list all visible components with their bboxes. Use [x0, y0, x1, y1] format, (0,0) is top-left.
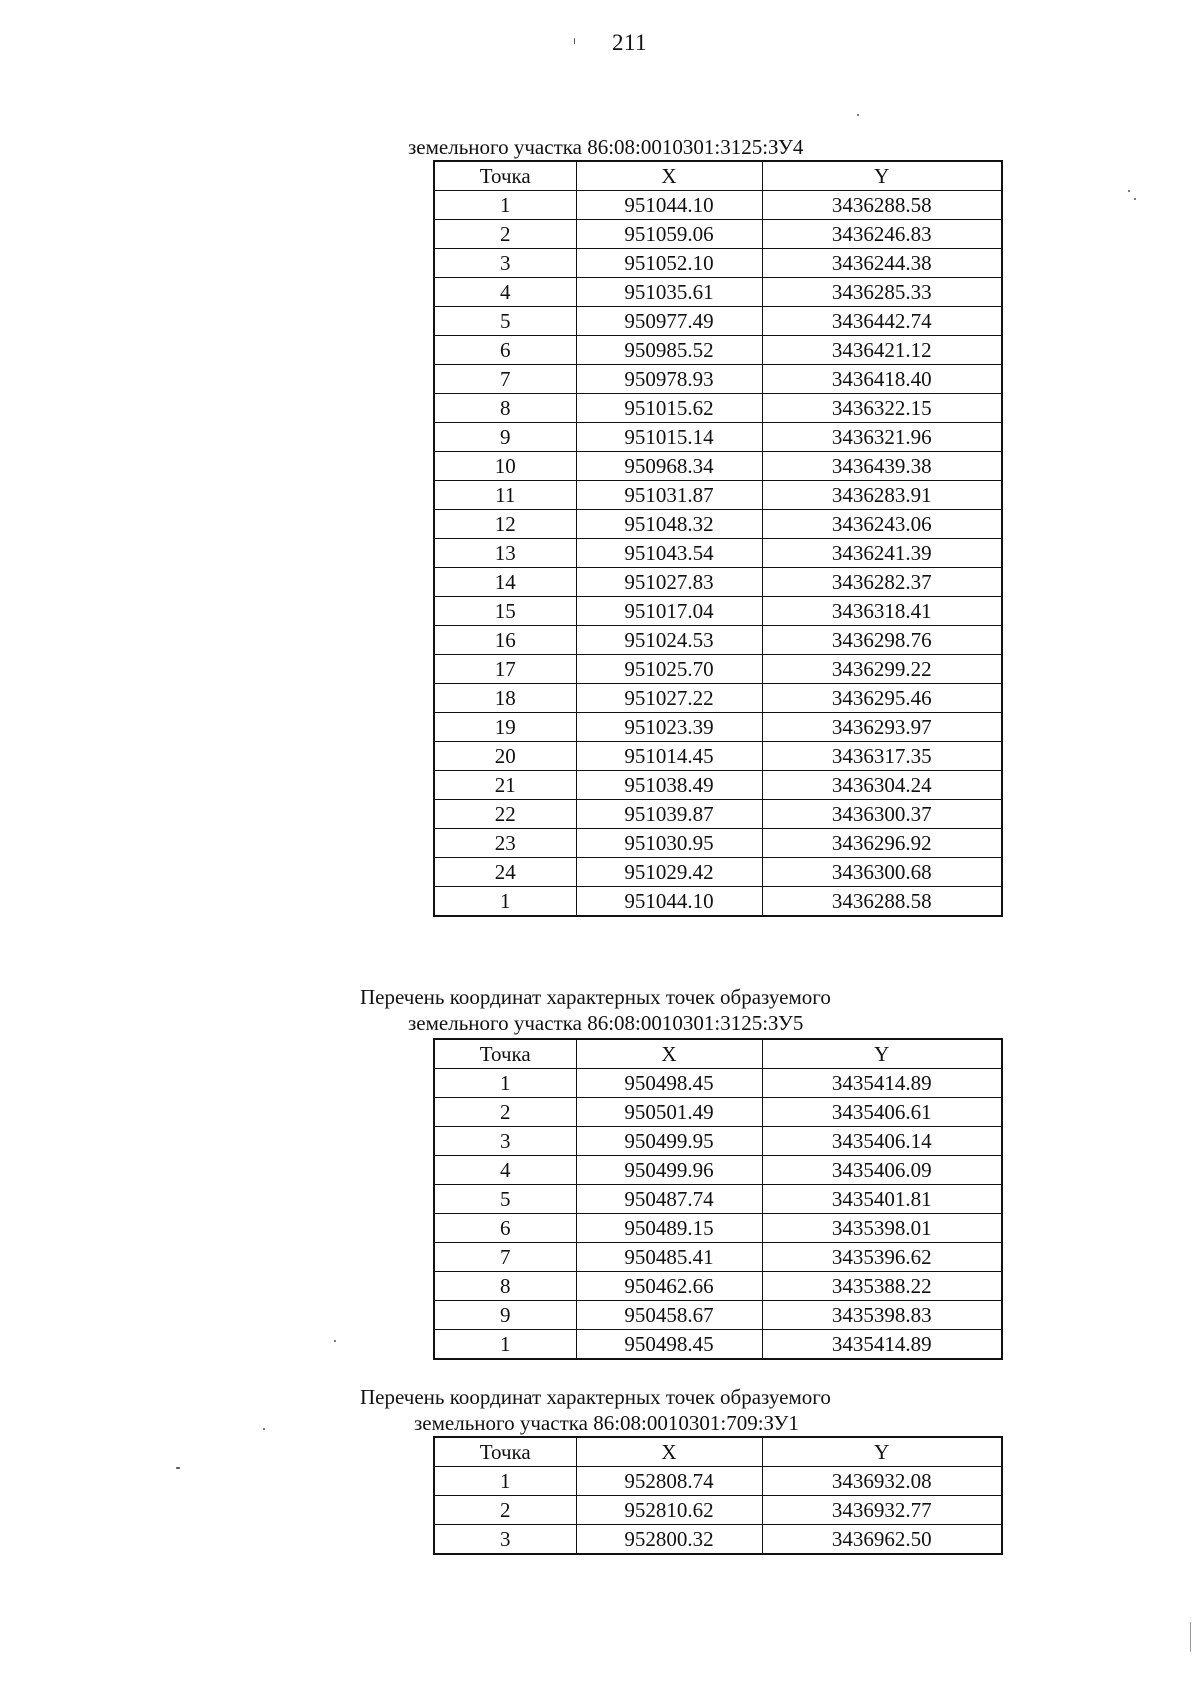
y-coordinate-cell: 3436962.50 [762, 1525, 1002, 1555]
point-number-cell: 7 [434, 365, 576, 394]
table-row [434, 510, 1002, 539]
x-coordinate-cell: 951024.53 [576, 626, 762, 655]
header-point: Точка [434, 161, 576, 191]
y-coordinate-cell: 3436300.68 [762, 858, 1002, 887]
x-coordinate-cell: 951023.39 [576, 713, 762, 742]
x-coordinate-cell: 950977.49 [576, 307, 762, 336]
x-coordinate-cell: 951043.54 [576, 539, 762, 568]
point-number-cell: 3 [434, 1525, 576, 1555]
y-coordinate-cell: 3435398.83 [762, 1301, 1002, 1330]
x-coordinate-cell: 952800.32 [576, 1525, 762, 1555]
y-coordinate-cell: 3436295.46 [762, 684, 1002, 713]
table-row [434, 452, 1002, 481]
x-coordinate-cell: 951030.95 [576, 829, 762, 858]
table-caption [360, 984, 831, 1036]
header-point: Точка [434, 1437, 576, 1467]
y-coordinate-cell: 3436288.58 [762, 191, 1002, 220]
x-coordinate-cell: 951052.10 [576, 249, 762, 278]
y-coordinate-cell: 3436298.76 [762, 626, 1002, 655]
x-coordinate-cell: 950485.41 [576, 1243, 762, 1272]
x-coordinate-cell: 951039.87 [576, 800, 762, 829]
y-coordinate-cell: 3436932.08 [762, 1467, 1002, 1496]
x-coordinate-cell: 950498.45 [576, 1069, 762, 1098]
caption-line: Перечень координат характерных точек образуемого [360, 1385, 831, 1409]
x-coordinate-cell: 950978.93 [576, 365, 762, 394]
table-row [434, 481, 1002, 510]
x-coordinate-cell: 951029.42 [576, 858, 762, 887]
y-coordinate-cell: 3435388.22 [762, 1272, 1002, 1301]
table-row [434, 1127, 1002, 1156]
x-coordinate-cell: 951044.10 [576, 887, 762, 917]
point-number-cell: 4 [434, 1156, 576, 1185]
table-row [434, 1156, 1002, 1185]
header-y: Y [762, 161, 1002, 191]
point-number-cell: 17 [434, 655, 576, 684]
point-number-cell: 22 [434, 800, 576, 829]
x-coordinate-cell: 950458.67 [576, 1301, 762, 1330]
x-coordinate-cell: 951035.61 [576, 278, 762, 307]
table-row [434, 1069, 1002, 1098]
y-coordinate-cell: 3436285.33 [762, 278, 1002, 307]
x-coordinate-cell: 951025.70 [576, 655, 762, 684]
point-number-cell: 19 [434, 713, 576, 742]
header-x: X [576, 1039, 762, 1069]
y-coordinate-cell: 3436300.37 [762, 800, 1002, 829]
point-number-cell: 1 [434, 1330, 576, 1360]
y-coordinate-cell: 3436421.12 [762, 336, 1002, 365]
table-row [434, 1301, 1002, 1330]
table-row [434, 887, 1002, 917]
table-body [434, 1467, 1002, 1555]
point-number-cell: 21 [434, 771, 576, 800]
table-row [434, 307, 1002, 336]
point-number-cell: 5 [434, 1185, 576, 1214]
table-row [434, 1185, 1002, 1214]
point-number-cell: 15 [434, 597, 576, 626]
scan-speck [1134, 198, 1136, 200]
table-row [434, 1098, 1002, 1127]
scan-speck [176, 1467, 180, 1469]
x-coordinate-cell: 950499.96 [576, 1156, 762, 1185]
table-row [434, 1467, 1002, 1496]
table-row [434, 684, 1002, 713]
point-number-cell: 1 [434, 191, 576, 220]
x-coordinate-cell: 950487.74 [576, 1185, 762, 1214]
table-header-row [434, 161, 1002, 191]
x-coordinate-cell: 951027.22 [576, 684, 762, 713]
caption-line: Перечень координат характерных точек образуемого [360, 985, 831, 1009]
y-coordinate-cell: 3435406.14 [762, 1127, 1002, 1156]
scan-speck [857, 114, 859, 116]
point-number-cell: 13 [434, 539, 576, 568]
table-row [434, 1496, 1002, 1525]
table-row [434, 1214, 1002, 1243]
point-number-cell: 20 [434, 742, 576, 771]
point-number-cell: 1 [434, 887, 576, 917]
y-coordinate-cell: 3436317.35 [762, 742, 1002, 771]
x-coordinate-cell: 950498.45 [576, 1330, 762, 1360]
y-coordinate-cell: 3435401.81 [762, 1185, 1002, 1214]
x-coordinate-cell: 951017.04 [576, 597, 762, 626]
header-y: Y [762, 1437, 1002, 1467]
header-x: X [576, 1437, 762, 1467]
x-coordinate-cell: 951048.32 [576, 510, 762, 539]
table-row [434, 1243, 1002, 1272]
x-coordinate-cell: 950489.15 [576, 1214, 762, 1243]
x-coordinate-cell: 952808.74 [576, 1467, 762, 1496]
table-row [434, 191, 1002, 220]
x-coordinate-cell: 951044.10 [576, 191, 762, 220]
table-row [434, 829, 1002, 858]
x-coordinate-cell: 951015.62 [576, 394, 762, 423]
y-coordinate-cell: 3435406.09 [762, 1156, 1002, 1185]
table-row [434, 394, 1002, 423]
y-coordinate-cell: 3436296.92 [762, 829, 1002, 858]
coordinates-table-zu4 [433, 160, 1003, 917]
point-number-cell: 4 [434, 278, 576, 307]
point-number-cell: 23 [434, 829, 576, 858]
scan-speck [334, 1340, 336, 1342]
point-number-cell: 3 [434, 249, 576, 278]
scan-speck [574, 38, 575, 44]
point-number-cell: 9 [434, 423, 576, 452]
x-coordinate-cell: 951014.45 [576, 742, 762, 771]
y-coordinate-cell: 3436322.15 [762, 394, 1002, 423]
y-coordinate-cell: 3436243.06 [762, 510, 1002, 539]
y-coordinate-cell: 3436442.74 [762, 307, 1002, 336]
table-header-row [434, 1039, 1002, 1069]
table-row [434, 858, 1002, 887]
caption-line: земельного участка 86:08:0010301:3125:ЗУ4 [408, 135, 804, 159]
point-number-cell: 24 [434, 858, 576, 887]
point-number-cell: 2 [434, 220, 576, 249]
x-coordinate-cell: 950499.95 [576, 1127, 762, 1156]
table-row [434, 626, 1002, 655]
point-number-cell: 2 [434, 1496, 576, 1525]
point-number-cell: 3 [434, 1127, 576, 1156]
y-coordinate-cell: 3436282.37 [762, 568, 1002, 597]
x-coordinate-cell: 950968.34 [576, 452, 762, 481]
header-point: Точка [434, 1039, 576, 1069]
table-row [434, 365, 1002, 394]
y-coordinate-cell: 3435406.61 [762, 1098, 1002, 1127]
y-coordinate-cell: 3436932.77 [762, 1496, 1002, 1525]
point-number-cell: 9 [434, 1301, 576, 1330]
y-coordinate-cell: 3436283.91 [762, 481, 1002, 510]
table-caption [360, 1384, 831, 1436]
caption-line: земельного участка 86:08:0010301:709:ЗУ1 [414, 1411, 799, 1435]
point-number-cell: 8 [434, 1272, 576, 1301]
table-row [434, 568, 1002, 597]
table-row [434, 423, 1002, 452]
x-coordinate-cell: 951015.14 [576, 423, 762, 452]
y-coordinate-cell: 3436304.24 [762, 771, 1002, 800]
table-row [434, 220, 1002, 249]
point-number-cell: 5 [434, 307, 576, 336]
table-row [434, 771, 1002, 800]
point-number-cell: 1 [434, 1069, 576, 1098]
table-row [434, 800, 1002, 829]
caption-line: земельного участка 86:08:0010301:3125:ЗУ5 [408, 1011, 804, 1035]
table-row [434, 1272, 1002, 1301]
table-header-row [434, 1437, 1002, 1467]
table-row [434, 1525, 1002, 1555]
y-coordinate-cell: 3436318.41 [762, 597, 1002, 626]
point-number-cell: 1 [434, 1467, 576, 1496]
y-coordinate-cell: 3436241.39 [762, 539, 1002, 568]
point-number-cell: 18 [434, 684, 576, 713]
coordinates-table-zu5 [433, 1038, 1003, 1360]
point-number-cell: 6 [434, 1214, 576, 1243]
y-coordinate-cell: 3435396.62 [762, 1243, 1002, 1272]
table-body [434, 191, 1002, 917]
point-number-cell: 16 [434, 626, 576, 655]
y-coordinate-cell: 3436439.38 [762, 452, 1002, 481]
scan-speck [1128, 190, 1130, 192]
y-coordinate-cell: 3436246.83 [762, 220, 1002, 249]
x-coordinate-cell: 951059.06 [576, 220, 762, 249]
table-row [434, 1330, 1002, 1360]
point-number-cell: 12 [434, 510, 576, 539]
point-number-cell: 7 [434, 1243, 576, 1272]
y-coordinate-cell: 3435398.01 [762, 1214, 1002, 1243]
x-coordinate-cell: 951027.83 [576, 568, 762, 597]
table-row [434, 336, 1002, 365]
scan-speck [263, 1428, 265, 1430]
table-row [434, 249, 1002, 278]
table-row [434, 655, 1002, 684]
table-caption [408, 134, 803, 160]
y-coordinate-cell: 3435414.89 [762, 1069, 1002, 1098]
y-coordinate-cell: 3436321.96 [762, 423, 1002, 452]
x-coordinate-cell: 951031.87 [576, 481, 762, 510]
x-coordinate-cell: 950985.52 [576, 336, 762, 365]
page-number: 211 [612, 30, 648, 55]
point-number-cell: 8 [434, 394, 576, 423]
y-coordinate-cell: 3435414.89 [762, 1330, 1002, 1360]
header-x: X [576, 161, 762, 191]
x-coordinate-cell: 950462.66 [576, 1272, 762, 1301]
y-coordinate-cell: 3436288.58 [762, 887, 1002, 917]
coordinates-table-709-zu1 [433, 1436, 1003, 1555]
point-number-cell: 2 [434, 1098, 576, 1127]
table-row [434, 539, 1002, 568]
y-coordinate-cell: 3436244.38 [762, 249, 1002, 278]
scan-speck [1190, 1622, 1191, 1652]
table-row [434, 597, 1002, 626]
table-body [434, 1069, 1002, 1360]
point-number-cell: 6 [434, 336, 576, 365]
y-coordinate-cell: 3436293.97 [762, 713, 1002, 742]
point-number-cell: 10 [434, 452, 576, 481]
x-coordinate-cell: 950501.49 [576, 1098, 762, 1127]
point-number-cell: 14 [434, 568, 576, 597]
x-coordinate-cell: 951038.49 [576, 771, 762, 800]
y-coordinate-cell: 3436418.40 [762, 365, 1002, 394]
header-y: Y [762, 1039, 1002, 1069]
table-row [434, 278, 1002, 307]
y-coordinate-cell: 3436299.22 [762, 655, 1002, 684]
point-number-cell: 11 [434, 481, 576, 510]
table-row [434, 713, 1002, 742]
x-coordinate-cell: 952810.62 [576, 1496, 762, 1525]
table-row [434, 742, 1002, 771]
